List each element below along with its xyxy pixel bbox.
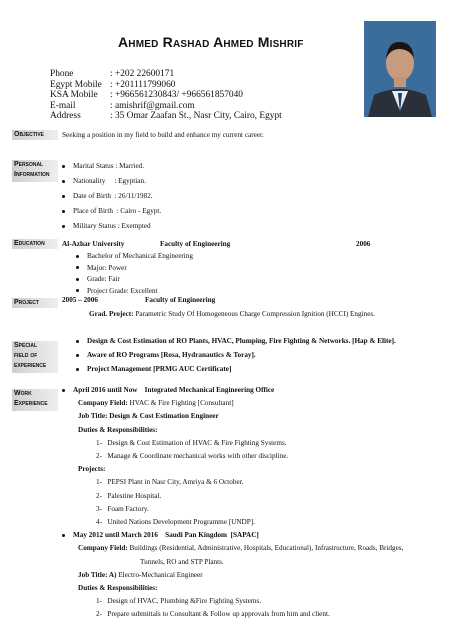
job1-header: April 2016 until Now Integrated Mechanical Engineering Office (62, 384, 442, 397)
job1-project: 3- Foam Factory. (96, 504, 149, 513)
education-university: Al-Azhar University (62, 240, 125, 248)
contact-block (50, 69, 282, 122)
section-education-heading: Education (12, 239, 58, 249)
job1-project: 4- United Nations Development Programme [UNDP]. (96, 518, 255, 527)
contact-egypt-mobile: Egypt Mobile : +201111799060 (50, 79, 176, 90)
personal-list: Marital Status : Married. Nationality : Egyptian. Date of Birth : 26/11/1982. Place of Birth : Cairo - Egypt. Military Status : Exempted (62, 162, 161, 237)
job1-duty: 2- Manage & Coordinate mechanical works with other discipline. (96, 452, 289, 461)
resume-name: Ahmed Rashad Ahmed Mishrif (118, 34, 304, 50)
section-work-heading: Work Experience (12, 389, 58, 411)
objective-text: Seeking a position in my field to build and enhance my current career. (62, 131, 264, 139)
special-list: Design & Cost Estimation of RO Plants, HVAC, Plumping, Fire Fighting & Networks. [Hap & Elite]. Aware of RO Programs [Rosa, Hydranautics & Toray]. Project Management [PRMG AUC Certificate] (76, 334, 396, 376)
project-faculty: Faculty of Engineering (145, 296, 216, 304)
contact-phone: Phone : +202 22600171 (50, 69, 175, 79)
job1-project: 2- Palestine Hospital. (96, 491, 162, 500)
job2-duties-label: Duties & Responsibilities: (78, 584, 158, 593)
job1-project: 1- PEPSI Plant in Nasr City, Amriya & 6 October. (96, 478, 244, 487)
job1-duties-label: Duties & Responsibilities: (78, 425, 158, 434)
work-experience-block (62, 384, 442, 622)
job2-header: May 2012 until March 2016 Saudi Pan Kingdom [SAPAC] (62, 529, 442, 542)
section-personal-heading: Personal Information (12, 160, 58, 182)
job2-field: Company Field: Buildings (Residential, Administrative, Hospitals, Educational), Infrastructure, Roads, Bridges, (78, 544, 404, 553)
job1-projects-label: Projects: (78, 465, 106, 474)
contact-ksa-mobile: KSA Mobile : +966561230843/ +966561857040 (50, 90, 243, 101)
education-list: Bachelor of Mechanical Engineering Major: Power Grade: Fair Project Grade: Excellent (76, 251, 193, 297)
education-year: 2006 (356, 240, 371, 248)
contact-address: Address : 35 Omar Zaafan St., Nasr City, Cairo, Egypt (50, 111, 282, 122)
project-years: 2005 – 2006 (62, 296, 98, 304)
job2-title: Job Title: A) Electro-Mechanical Engineer (78, 570, 203, 579)
job2-duty: 1- Design of HVAC, Plumbing &Fire Fighting Systems. (96, 597, 261, 606)
profile-photo (364, 21, 436, 117)
section-special-heading: Special field of experience (12, 341, 58, 373)
education-faculty: Faculty of Engineering (160, 240, 231, 248)
section-objective-heading: Objective (12, 130, 58, 140)
job2-field-cont: Tunnels, RO and STP Plants. (140, 557, 224, 566)
job1-title: Job Title: Design & Cost Estimation Engineer (78, 412, 219, 421)
job1-field: Company Field: HVAC & Fire Fighting [Consultant] (78, 399, 234, 408)
job1-duty: 1- Design & Cost Estimation of HVAC & Fire Fighting Systems. (96, 438, 287, 447)
project-description: Grad. Project: Parametric Study Of Homogeneous Charge Compression Ignition (HCCI) Engines. (89, 310, 375, 318)
job2-duty: 2- Prepare submittals to Consultant & Follow up approvals from him and client. (96, 610, 330, 619)
contact-email: E-mail : amishrif@gmail.com (50, 100, 195, 111)
section-project-heading: Project (12, 298, 58, 308)
